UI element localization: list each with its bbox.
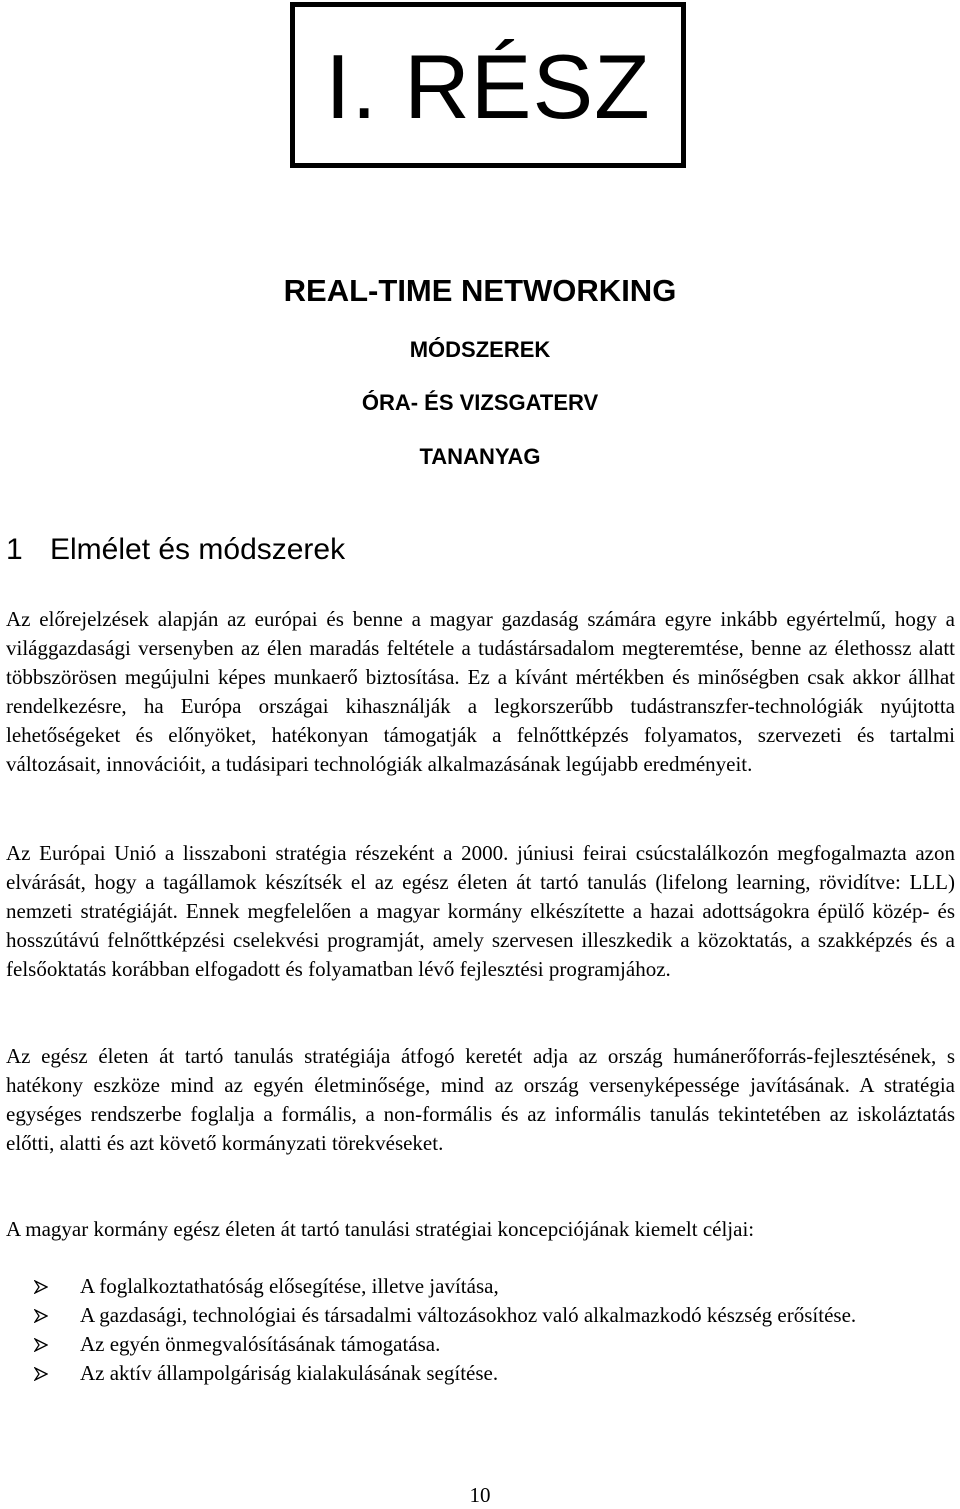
page-number: 10 — [469, 1483, 491, 1507]
paragraph-4: A magyar kormány egész életen át tartó tanulási stratégiai koncepciójának kiemelt céljai: — [6, 1217, 755, 1241]
list-item-text: Az aktív állampolgáriság kialakulásának segítése. — [80, 1361, 499, 1385]
subtitle-lesson-exam-plan: ÓRA- ÉS VIZSGATERV — [361, 390, 599, 415]
part-title-box — [290, 2, 686, 168]
part-title: I. RÉSZ — [325, 36, 651, 138]
paragraph-3: Az egész életen át tartó tanulás stratégiája átfogó keretét adja az ország humánerőforrás-fejlesztésének, s hatékony eszköze mind az egyén életminősége, mind az ország versenyképessége javításának. A stratégia egységes rendszerbe foglalja a formális, a non-formális és az informális tanulás tekintetében az iskoláztatás előtti, alatti és azt követő kormányzati törekvéseket. — [6, 1044, 955, 1155]
arrowhead-bullet-icon — [34, 1280, 48, 1294]
subtitle-curriculum: TANANYAG — [419, 444, 541, 469]
section-title: Elmélet és módszerek — [50, 533, 346, 566]
subtitle-methods: MÓDSZEREK — [409, 337, 551, 362]
list-item-text: Az egyén önmegvalósításának támogatása. — [80, 1332, 441, 1356]
list-item — [6, 1301, 955, 1330]
paragraph-1: Az előrejelzések alapján az európai és benne a magyar gazdaság számára egyre inkább egyértelmű, hogy a világgazdasági versenyben az élen maradás feltétele a tudástársadalom megteremtése, benne az élethossz alatt többszörösen megújulni képes munkaerő biztosítása. Ez a kívánt mértékben és minőségben csak akkor állhat rendelkezésre, ha Európa országai kihasználják a legkorszerűbb tudástranszfer-technológiák nyújtotta lehetőségeket és előnyöket, hatékonyan támogatják a felnőttképzés folyamatos, szervezeti és tartalmi változásait, innovációit, a tudásipari technológiák alkalmazásának legújabb eredményeit. — [6, 607, 955, 776]
list-item — [6, 1272, 955, 1301]
goals-list — [6, 1272, 955, 1388]
arrowhead-bullet-icon — [34, 1309, 48, 1323]
section-number: 1 — [6, 533, 23, 566]
paragraph-2: Az Európai Unió a lisszaboni stratégia részeként a 2000. júniusi feirai csúcstalálkozón megfogalmazta azon elvárását, hogy a tagállamok készítsék el az egész életen át tartó tanulás (lifelong learning, rövidítve: LLL) nemzeti stratégiáját. Ennek megfelelően a magyar kormány elkészítette a hazai adottságokra épülő közép- és hosszútávú felnőttképzési cselekvési programját, amely szervesen illeszkedik a közoktatás, a szakképzés és a felsőoktatás korábban elfogadott és folyamatban lévő fejlesztési programjához. — [6, 841, 955, 981]
list-item-text: A gazdasági, technológiai és társadalmi változásokhoz való alkalmazkodó készség erősítése. — [80, 1303, 857, 1327]
arrowhead-bullet-icon — [34, 1338, 48, 1352]
list-item — [6, 1359, 955, 1388]
list-item — [6, 1330, 955, 1359]
list-item-text: A foglalkoztathatóság elősegítése, illetve javítása, — [80, 1274, 499, 1298]
document-title: REAL-TIME NETWORKING — [283, 273, 677, 308]
arrowhead-bullet-icon — [34, 1367, 48, 1381]
section-heading — [6, 535, 345, 565]
